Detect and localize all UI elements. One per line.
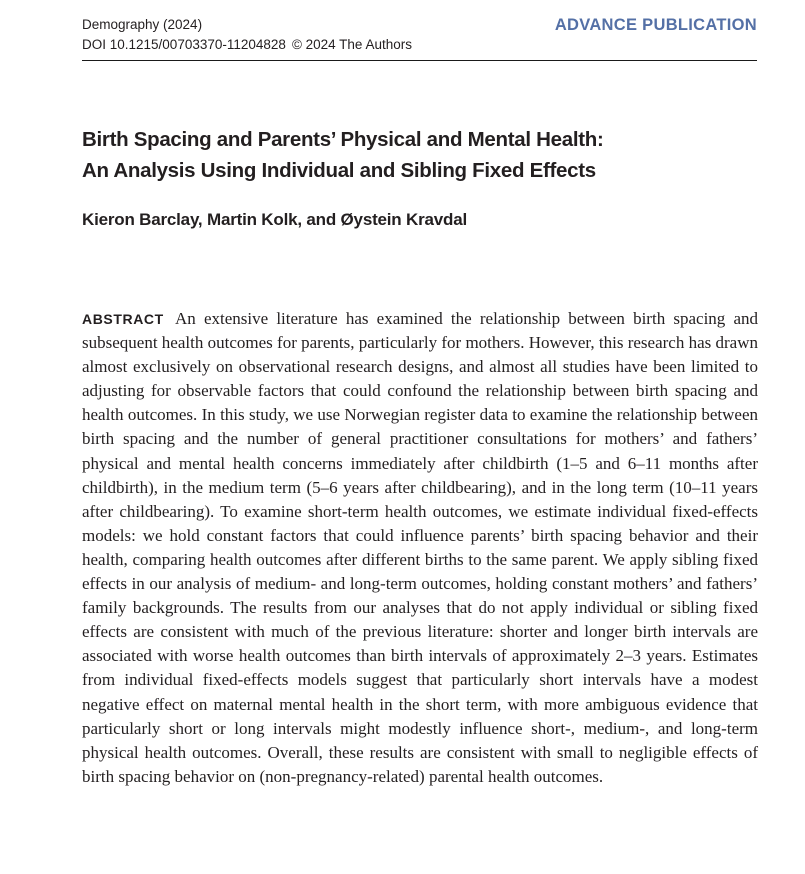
author-list: Kieron Barclay, Martin Kolk, and Øystein Kravdal bbox=[82, 210, 467, 229]
abstract-paragraph bbox=[82, 307, 758, 789]
article-title-line-2: An Analysis Using Individual and Sibling Fixed Effects bbox=[82, 159, 596, 182]
page-header bbox=[82, 16, 757, 61]
abstract-label: ABSTRACT bbox=[82, 311, 164, 327]
copyright-notice: © 2024 The Authors bbox=[291, 37, 412, 52]
journal-citation: Demography (2024) bbox=[82, 17, 203, 32]
doi-link[interactable]: DOI 10.1215/00703370-11204828 bbox=[82, 37, 286, 52]
article-title-line-1: Birth Spacing and Parents’ Physical and Mental Health: bbox=[82, 128, 604, 151]
publication-status-label: ADVANCE PUBLICATION bbox=[554, 16, 757, 34]
doi-line bbox=[82, 36, 412, 54]
abstract-text: An extensive literature has examined the relationship between birth spacing and subsequent health outcomes for parents, particularly for mothers. However, this research has drawn almost exclusively on observational research designs, and almost all studies have been limited to adjusting for observable factors that could confound the relationship between birth spacing and health outcomes. In this study, we use Norwegian register data to examine the relationship between birth spacing and the number of general practitioner consultations for mothers’ and fathers’ physical and mental health concerns immediately after childbirth (1–5 and 6–11 months after childbirth), in the medium term (5–6 years after childbearing), and in the long term (10–11 years after childbearing). To examine short-term health outcomes, we estimate individual fixed-effects models: we hold constant factors that could influence parents’ birth spacing behavior and their health, comparing health outcomes after different births to the same parent. We apply sibling fixed effects in our analysis of medium- and long-term outcomes, holding constant mothers’ and fathers’ family backgrounds. The results from our analyses that do not apply individual or sibling fixed effects are consistent with much of the previous literature: shorter and longer birth intervals are associated with worse health outcomes than birth intervals of approximately 2–3 years. Estimates from individual fixed-effects models suggest that particularly short intervals have a modest negative effect on maternal mental health in the short term, with more ambiguous evidence that particularly short or long intervals might modestly influence short-, medium-, and long-term physical health outcomes. Overall, these results are consistent with small to negligible effects of birth spacing behavior on (non-pregnancy-related) parental health outcomes. bbox=[82, 309, 758, 786]
article-title bbox=[82, 124, 762, 186]
